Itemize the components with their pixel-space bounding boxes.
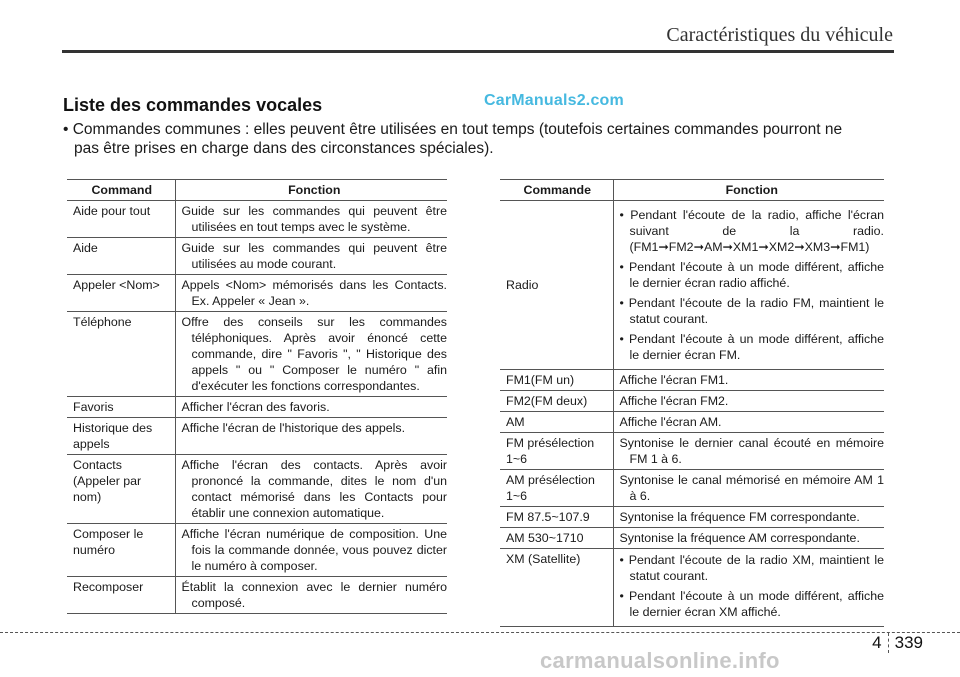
table-row (67, 577, 447, 614)
radio-commands-table (500, 179, 884, 627)
function-cell: Affiche l'écran des contacts. Après avoir prononcé la commande, dites le nom d'un contact mémorisé dans les Contacts pour établir une connexion automatique. (181, 458, 447, 520)
watermark-top: CarManuals2.com (484, 92, 624, 109)
table-row (67, 524, 447, 577)
bullet-item: • Pendant l'écoute de la radio XM, maintient le statut courant. (620, 552, 885, 584)
command-cell: AM 530~1710 (506, 531, 584, 545)
table-row (500, 412, 884, 433)
function-cell: Guide sur les commandes qui peuvent être utilisées au mode courant. (181, 241, 447, 271)
command-cell: Radio (506, 278, 539, 292)
function-cell: Offre des conseils sur les commandes téléphoniques. Après avoir énoncé cette commande, dire " Favoris ", " Historique des appels " ou " Composer le numéro " afin d'exécuter les fonctions correspondantes. (181, 315, 447, 393)
function-cell: Affiche l'écran AM. (619, 415, 722, 429)
column-header-command: Command (67, 180, 175, 201)
intro-line-1: • Commandes communes : elles peuvent être utilisées en tout temps (toutefois certaines commandes pourront ne (63, 121, 843, 138)
column-header-command: Commande (500, 180, 613, 201)
function-cell: Affiche l'écran FM1. (619, 373, 729, 387)
command-cell: FM 87.5~107.9 (506, 510, 590, 524)
command-cell: Aide (73, 241, 98, 255)
function-cell: Syntonise la fréquence AM correspondante. (619, 531, 860, 545)
command-cell: Aide pour tout (73, 204, 151, 218)
bullet-item: • Pendant l'écoute de la radio, affiche l'écran suivant de la radio. (FM1➞FM2➞AM➞XM1➞XM2➞XM3➞FM1) (620, 207, 885, 255)
function-cell: Affiche l'écran FM2. (619, 394, 729, 408)
page-number (872, 633, 923, 653)
table-row (500, 391, 884, 412)
column-header-function: Fonction (175, 180, 447, 201)
table-row-radio (500, 201, 884, 370)
table-row (500, 528, 884, 549)
function-cell: Appels <Nom> mémorisés dans les Contacts. Ex. Appeler « Jean ». (181, 278, 447, 308)
command-cell: Appeler <Nom> (73, 278, 160, 292)
watermark-bottom: carmanualsonline.info (540, 648, 780, 673)
table-header-row (500, 180, 884, 201)
function-cell: Syntonise le dernier canal écouté en mémoire FM 1 à 6. (619, 436, 884, 466)
command-cell: AM présélection 1~6 (506, 473, 595, 503)
table-row (500, 433, 884, 470)
function-cell: Affiche l'écran numérique de composition. Une fois la commande donnée, vous pouvez dicter le numéro à composer. (181, 527, 447, 573)
command-cell: AM (506, 415, 525, 429)
table-row (67, 238, 447, 275)
footer-dashed-rule (0, 632, 960, 633)
command-cell: Historique des appels (73, 421, 153, 451)
table-row (500, 370, 884, 391)
bullet-item: • Pendant l'écoute à un mode différent, affiche le dernier écran FM. (620, 331, 885, 363)
table-row (67, 275, 447, 312)
table-row (500, 470, 884, 507)
bullet-item: • Pendant l'écoute à un mode différent, affiche le dernier écran radio affiché. (620, 259, 885, 291)
bullet-item: • Pendant l'écoute à un mode différent, affiche le dernier écran XM affiché. (620, 588, 885, 620)
table-row (67, 312, 447, 397)
column-header-function: Fonction (613, 180, 884, 201)
table-row (67, 455, 447, 524)
function-cell: Affiche l'écran de l'historique des appels. (181, 421, 406, 435)
function-cell: Afficher l'écran des favoris. (181, 400, 330, 414)
command-cell: XM (Satellite) (506, 552, 581, 566)
table-row (500, 507, 884, 528)
chapter-number: 4 (872, 633, 888, 653)
function-cell: Syntonise la fréquence FM correspondante. (619, 510, 860, 524)
command-cell: Recomposer (73, 580, 144, 594)
table-header-row (67, 180, 447, 201)
command-cell: FM2(FM deux) (506, 394, 588, 408)
common-commands-table (67, 179, 447, 614)
table-row-xm (500, 549, 884, 627)
command-cell: FM1(FM un) (506, 373, 575, 387)
intro-line-2: pas être prises en charge dans des circonstances spéciales). (74, 140, 494, 157)
table-row (67, 201, 447, 238)
page-number-value: 339 (894, 633, 923, 652)
table-row (67, 397, 447, 418)
command-cell: Favoris (73, 400, 114, 414)
function-cell: Guide sur les commandes qui peuvent être utilisées en tout temps avec le système. (181, 204, 447, 234)
command-cell: Composer le numéro (73, 527, 144, 557)
section-heading: Liste des commandes vocales (63, 95, 323, 115)
command-cell: Contacts (Appeler par nom) (73, 458, 142, 504)
header-rule (62, 50, 894, 53)
bullet-item: • Pendant l'écoute de la radio FM, maintient le statut courant. (620, 295, 885, 327)
command-cell: FM présélection 1~6 (506, 436, 595, 466)
chapter-title: Caractéristiques du véhicule (666, 24, 893, 46)
function-cell: Syntonise le canal mémorisé en mémoire AM 1 à 6. (619, 473, 884, 503)
intro-paragraph (63, 120, 895, 158)
function-cell: Établit la connexion avec le dernier numéro composé. (181, 580, 447, 610)
table-row (67, 418, 447, 455)
command-cell: Téléphone (73, 315, 132, 329)
